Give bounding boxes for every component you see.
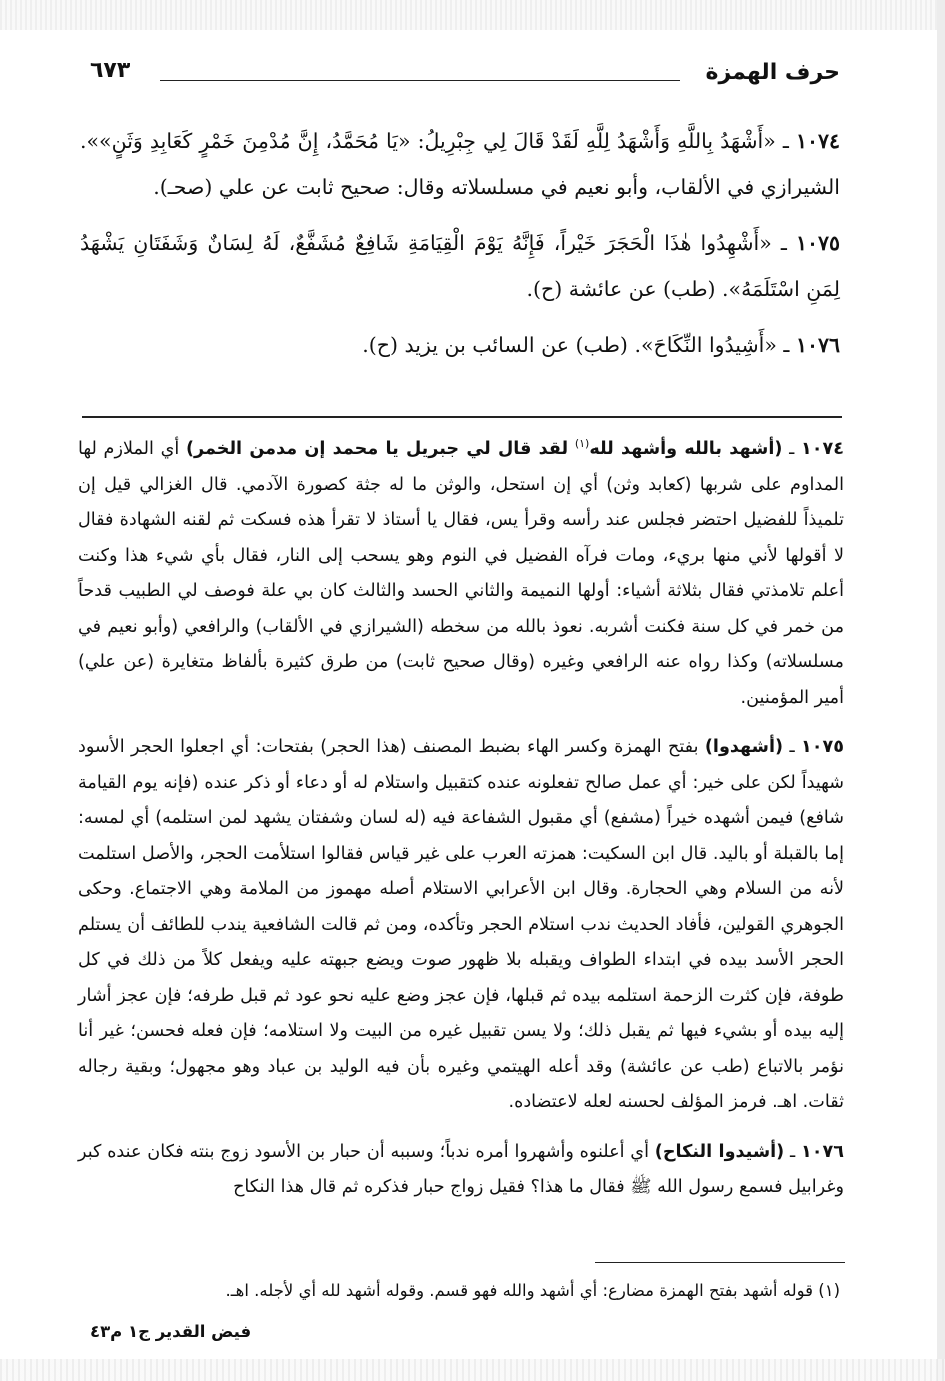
hadith-number: ١٠٧٤ <box>795 129 841 153</box>
hadith-body: «أَشْهِدُوا هٰذَا الْحَجَرَ خَيْراً، فَإِنَّهُ يَوْمَ الْقِيَامَةِ شَافِعٌ مُشَفَّعٌ، لَهُ لِسَانٌ وَشَفَتَانِ يَشْهَدُ لِمَنِ اسْتَلَمَهُ». (طب) عن عائشة (ح). <box>80 231 840 301</box>
commentary-lead: لقد قال لي جبريل يا محمد إن مدمن الخمر) <box>185 439 569 459</box>
printer-signature: فيض القدير ج١ م٤٣ <box>90 1322 252 1341</box>
commentary-section <box>78 432 844 1220</box>
hadith-number: ١٠٧٥ <box>795 231 840 255</box>
hadith-entry: ١٠٧٤ ـ «أَشْهَدُ بِاللَّهِ وَأَشْهَدُ لِلَّهِ لَقَدْ قَالَ لِي جِبْرِيلُ: «يَا مُحَمَّدُ، إِنَّ مُدْمِنَ خَمْرٍ كَعَابِدِ وَثَنٍ»». الشيرازي في الألقاب، وأبو نعيم في مسلسلاته وقال: صحيح ثابت عن علي (صحـ). <box>80 129 841 199</box>
commentary-entry: ١٠٧٤ ـ (أشهد بالله وأشهد لله$^{(١)}$ لقد قال لي جبريل يا محمد إن مدمن الخمر) أي الملازم لها المداوم على شربها (كعابد وثن) أي إن استحل، والوثن ما له جثة كصورة الآدمي. قال الغزالي قيل إن تلميذاً للفضيل احتضر فجلس عند رأسه وقرأ يس، فقال يا أستاذ لا تقرأ هذه فسكت ثم لقنه الشهادة فقال لا أقولها لأني منها بريء، ومات فرآه الفضيل في النوم وهو يسحب إلى النار، فقال بأي شيء هذا وكنت أعلم تلامذتي فقال بثلاثة أشياء: أولها النميمة والثاني الحسد والثالث كان بي علة فوصف لي الطبيب قدحاً من خمر في كل سنة فكنت أشربه. نعوذ بالله من سخطه (الشيرازي في الألقاب) والرافعي (وأبو نعيم في مسلسلاته) وكذا رواه عنه الرافعي وغيره (وقال صحيح ثابت) من طرق كثيرة بألفاظ متغايرة (عن علي) أمير المؤمنين. <box>78 437 845 708</box>
commentary-body: أي أعلنوه وأشهروا أمره ندباً؛ وسببه أن حبار بن الأسود زوج بنته فكان عنده كبر وغرابيل فسمع رسول الله ﷺ فقال ما هذا؟ فقيل زواج حبار فذكره ثم قال هذا النكاح <box>78 1141 844 1197</box>
commentary-lead: (أشيدوا النكاح) <box>654 1141 785 1162</box>
scan-edge-top <box>0 0 945 30</box>
commentary-body: أي الملازم لها المداوم على شربها (كعابد وثن) أي إن استحل، والوثن ما له جثة كصورة الآدمي. قال الغزالي قيل إن تلميذاً للفضيل احتضر فجلس عند رأسه وقرأ يس، فقال يا أستاذ لا تقرأ هذه فسكت ثم لقنه الشهادة فقال لا أقولها لأني منها بريء، ومات فرآه الفضيل في النوم وهو يسحب إلى النار، فقال بأي شيء هذا وكنت أعلم تلامذتي فقال بثلاثة أشياء: أولها النميمة والثاني الحسد والثالث كان بي علة فوصف لي الطبيب قدحاً من خمر في كل سنة فكنت أشربه. نعوذ بالله من سخطه (الشيرازي في الألقاب) والرافعي (وأبو نعيم في مسلسلاته) وكذا رواه عنه الرافعي وغيره (وقال صحيح ثابت) من طرق كثيرة بألفاظ متغايرة (عن علي) أمير المؤمنين. <box>78 439 844 708</box>
commentary-number: ١٠٧٥ <box>801 737 844 757</box>
commentary-number: ١٠٧٤ <box>801 439 845 459</box>
hadith-body: «أَشْهَدُ بِاللَّهِ وَأَشْهَدُ لِلَّهِ لَقَدْ قَالَ لِي جِبْرِيلُ: «يَا مُحَمَّدُ، إِنَّ مُدْمِنَ خَمْرٍ كَعَابِدِ وَثَنٍ»». الشيرازي في الألقاب، وأبو نعيم في مسلسلاته وقال: صحيح ثابت عن علي (صحـ). <box>80 129 840 199</box>
page-number: ٦٧٣ <box>90 58 131 83</box>
footnote: (١) قوله أشهد بفتح الهمزة مضارع: أي أشهد والله فهو قسم. وقوله أشهد لله أي لأجله. اهـ. <box>225 1281 840 1300</box>
header-title: حرف الهمزة <box>705 60 840 85</box>
commentary-lead: (أشهدوا) <box>704 737 784 757</box>
hadith-number: ١٠٧٦ <box>795 333 840 357</box>
section-divider <box>82 416 842 418</box>
commentary-number: ١٠٧٦ <box>801 1141 844 1162</box>
commentary-entry: ١٠٧٥ ـ (أشهدوا) بفتح الهمزة وكسر الهاء بضبط المصنف (هذا الحجر) بفتحات: أي اجعلوا الحجر الأسود شهيداً لكن على خير: أي عمل صالح تفعلونه عنده كتقبيل واستلام له أو دعاء أو ذكر عنده (فإنه يوم القيامة شافع) فيمن أشهده خيراً (مشفع) أي مقبول الشفاعة فيه (له لسان وشفتان يشهد لمن استلمه) أي لمسه: إما بالقبلة أو باليد. قال ابن السكيت: همزته العرب على غير قياس فقالوا استلأمت الحجر، والأصل استلمت لأنه من السلام وهي الحجارة. وقال ابن الأعرابي الاستلام أصله مهموز من الملامة وهي الاجتماع. وحكى الجوهري القولين، فأفاد الحديث ندب استلام الحجر وتأكده، ومن ثم قالت الشافعية يندب للطائف أن يستلم الحجر الأسد بيده في ابتداء الطواف ويقبله بلا ظهور صوت ويضع جبهته عليه ويفعل كلاً من ذلك في كل طوفة، فإن كثرت الزحمة استلمه بيده ثم قبلها، فإن عجز وضع عليه نحو عود ثم قبل طرفه؛ فإن عجز أشار إليه بيده أو بشيء فيها ثم يقبل ذلك؛ ولا يسن تقبيل غيره من البيت ولا استلامه؛ فإن فعله فحسن؛ غير أنا نؤمر بالاتباع (طب عن عائشة) وقد أعله الهيتمي وغيره بأن فيه الوليد بن عباد وهو مجهول؛ وبقية رجاله ثقات. اهـ. فرمز المؤلف لحسنه لعله لاعتضاده. <box>78 737 844 1112</box>
running-header <box>90 56 840 96</box>
scan-edge-bottom <box>0 1359 945 1381</box>
hadith-entry: ١٠٧٦ ـ «أَشِيدُوا النِّكَاحَ». (طب) عن السائب بن يزيد (ح). <box>362 333 840 357</box>
header-rule <box>160 80 680 81</box>
hadith-text-section <box>80 118 840 378</box>
scan-edge-right <box>937 0 945 1381</box>
footnote-divider <box>595 1262 845 1263</box>
commentary-body: بفتح الهمزة وكسر الهاء بضبط المصنف (هذا الحجر) بفتحات: أي اجعلوا الحجر الأسود شهيداً لكن على خير: أي عمل صالح تفعلونه عنده كتقبيل واستلام له أو دعاء أو ذكر عنده (فإنه يوم القيامة شافع) فيمن أشهده خيراً (مشفع) أي مقبول الشفاعة فيه (له لسان وشفتان يشهد لمن استلمه) أي لمسه: إما بالقبلة أو باليد. قال ابن السكيت: همزته العرب على غير قياس فقالوا استلأمت الحجر، والأصل استلمت لأنه من السلام وهي الحجارة. وقال ابن الأعرابي الاستلام أصله مهموز من الملامة وهي الاجتماع. وحكى الجوهري القولين، فأفاد الحديث ندب استلام الحجر وتأكده، ومن ثم قالت الشافعية يندب للطائف أن يستلم الحجر الأسد بيده في ابتداء الطواف ويقبله بلا ظهور صوت ويضع جبهته عليه ويفعل كلاً من ذلك في كل طوفة، فإن كثرت الزحمة استلمه بيده ثم قبلها، فإن عجز وضع عليه نحو عود ثم قبل طرفه؛ فإن عجز أشار إليه بيده أو بشيء فيها ثم يقبل ذلك؛ ولا يسن تقبيل غيره من البيت ولا استلامه؛ فإن فعله فحسن؛ غير أنا نؤمر بالاتباع (طب عن عائشة) وقد أعله الهيتمي وغيره بأن فيه الوليد بن عباد وهو مجهول؛ وبقية رجاله ثقات. اهـ. فرمز المؤلف لحسنه لعله لاعتضاده. <box>78 737 844 1112</box>
hadith-body: «أَشِيدُوا النِّكَاحَ». (طب) عن السائب بن يزيد (ح). <box>362 333 777 357</box>
hadith-entry: ١٠٧٥ ـ «أَشْهِدُوا هٰذَا الْحَجَرَ خَيْراً، فَإِنَّهُ يَوْمَ الْقِيَامَةِ شَافِعٌ مُشَفَّعٌ، لَهُ لِسَانٌ وَشَفَتَانِ يَشْهَدُ لِمَنِ اسْتَلَمَهُ». (طب) عن عائشة (ح). <box>80 231 840 301</box>
footnote-reference[interactable]: (١) <box>574 437 590 451</box>
commentary-lead: (أشهد بالله وأشهد لله <box>589 439 783 459</box>
commentary-entry: ١٠٧٦ ـ (أشيدوا النكاح) أي أعلنوه وأشهروا أمره ندباً؛ وسببه أن حبار بن الأسود زوج بنته فكان عنده كبر وغرابيل فسمع رسول الله ﷺ فقال ما هذا؟ فقيل زواج حبار فذكره ثم قال هذا النكاح <box>78 1141 844 1197</box>
